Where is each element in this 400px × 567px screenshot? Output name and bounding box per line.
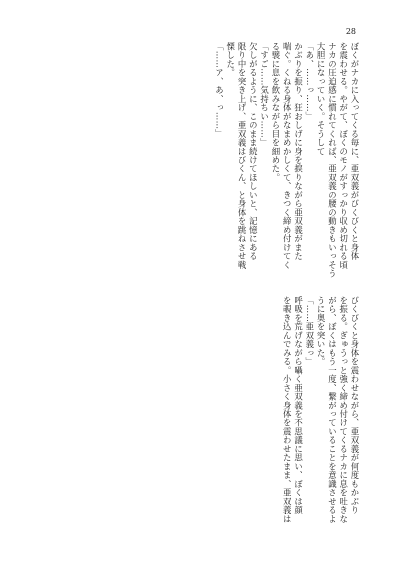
text-line: を覗き込んでみる。小さく身体を震わせたまま、亜双義は: [282, 296, 293, 524]
text-line: 「……亜双義っ」: [304, 296, 315, 366]
text-line: ぼくがナカに入ってくる毎に、亜双義がびくびくと身体: [350, 42, 360, 261]
lower-text-block: [60, 296, 360, 531]
text-line: 欠しがるように、このまま続けてほしいと、記憶にある: [248, 42, 259, 261]
upper-text-block: [60, 42, 360, 292]
text-line: 「すご……気持ちい……」: [259, 42, 270, 147]
text-line: 限り中を突き上げ、亜双義はびくん、と身体を跳ねさせ戦: [237, 42, 248, 270]
text-line: 大胆になっていく。そうして: [316, 42, 327, 156]
text-line: がら、ぼくはもう一度、繋がっていることを意識させるよ: [327, 296, 338, 524]
text-line: 呼吸を荒げながら囁く亜双義を不思議に思い、ぼくは顔: [293, 296, 304, 515]
text-line: かぶりを振り、狂おしげに身を捩りながら亜双義がまた: [293, 42, 304, 261]
text-line: びくびくと身体を震わせながら、亜双義が何度もかぶり: [350, 296, 360, 515]
text-line: 「あ、……っ……」: [304, 42, 315, 121]
text-line: を振る。ぎゅうっと強く締め付けてくるナカに息を吐きな: [338, 296, 349, 524]
text-line: 喘ぐ。くねる身体がなまめかしくて、きつく締め付けてく: [282, 42, 293, 270]
text-line: うに奥を突いた。: [316, 296, 327, 366]
text-line: 慄した。: [225, 42, 236, 77]
text-line: ナカの圧迫感に慣れてくれば、亜双義の腰の動きもいっそう: [327, 42, 338, 278]
text-line: る襞に息を飲みながら目を細めた。: [270, 42, 281, 182]
text-line: を震わせる。やがて、ぼくのモノがすっかり収め切れる頃: [338, 42, 349, 270]
page-number: 28: [345, 27, 356, 36]
text-line: 「……ア、あ、っ……」: [214, 42, 225, 139]
